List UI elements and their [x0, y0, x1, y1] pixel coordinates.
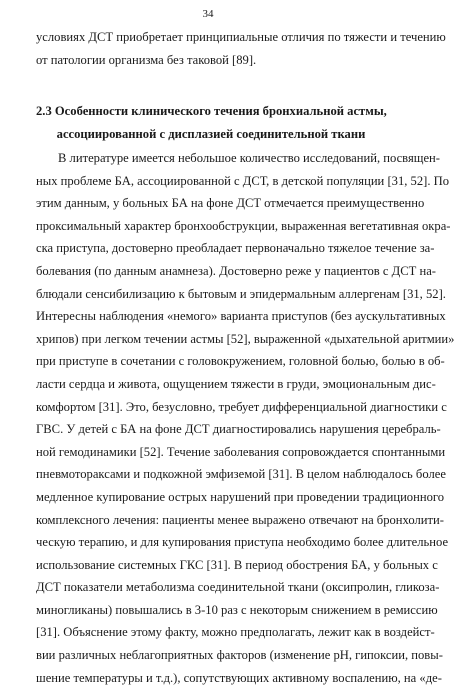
text-line: проксимальный характер бронхообструкции, выраженная вегетативная окра-: [36, 218, 451, 233]
text-line: Интересны наблюдения «немого» варианта приступов (без аускультативных: [36, 309, 446, 324]
text-line: ной гемодинамики [52]. Течение заболевания сопровождается спонтанными: [36, 444, 446, 459]
text-line: ласти сердца и живота, ощущением тяжести в груди, эмоциональным дис-: [36, 376, 436, 391]
body-paragraph: [36, 147, 454, 689]
section-heading-line: ассоциированной с дисплазией соединительной ткани: [56, 127, 366, 141]
text-line: болевания (по данным анамнеза). Достоверно реже у пациентов с ДСТ на-: [36, 263, 436, 278]
text-line: [31]. Объяснение этому факту, можно предполагать, лежит как в воздейст-: [36, 625, 435, 640]
text-line: комфортом [31]. Это, безусловно, требует дифференциальной диагностики с: [36, 399, 447, 414]
text-line: при приступе в сочетании с головокружением, головной болью, болью в об-: [36, 354, 445, 369]
text-line: ДСТ показатели метаболизма соединительной ткани (оксипролин, гликоза-: [36, 580, 440, 595]
text-line: В литературе имеется небольшое количество исследований, посвящен-: [58, 151, 440, 165]
text-line: шение температуры и т.д.), сопутствующих активному воспалению, на «де-: [36, 670, 442, 685]
text-line: условиях ДСТ приобретает принципиальные отличия по тяжести и течению: [36, 30, 446, 44]
text-line: ГВС. У детей с БА на фоне ДСТ диагностировались нарушения церебраль-: [36, 422, 441, 437]
page-number: 34: [202, 8, 214, 20]
text-line: пневмотораксами и подкожной эмфиземой [31]. В целом наблюдалось более: [36, 467, 446, 482]
text-line: ческую терапию, и для купирования приступа необходимо более длительное: [36, 535, 449, 550]
text-line: блюдали сенсибилизацию к бытовым и эпидермальным аллергенам [31, 52].: [36, 286, 446, 301]
text-line: медленное купирование острых нарушений при проведении традиционного: [36, 489, 445, 504]
section-heading-line: 2.3 Особенности клинического течения бронхиальной астмы,: [36, 104, 387, 118]
text-line: ска приступа, достоверно преобладает первоначально тяжелое течение за-: [36, 241, 435, 256]
text-line: хрипов) при легком течении астмы [52], выраженной «дыхательной аритмии»: [36, 331, 454, 346]
text-line: использование системных ГКС [31]. В период обострения БА, у больных с: [36, 557, 438, 572]
text-line: ных проблеме БА, ассоциированной с ДСТ, в детской популяции [31, 52]. По: [36, 173, 450, 188]
text-line: вии различных неблагоприятных факторов (изменение рН, гипоксии, повы-: [36, 648, 443, 663]
text-line: этим данным, у больных БА на фоне ДСТ отмечается преимущественно: [36, 196, 425, 211]
text-line: от патологии организма без таковой [89].: [36, 52, 257, 67]
section-heading: [36, 100, 386, 146]
text-line: миногликаны) повышались в 3-10 раз с некоторым снижением в ремиссию: [36, 602, 438, 617]
intro-paragraph: [36, 26, 446, 71]
text-line: комплексного лечения: пациенты менее выражено отвечают на бронхолити-: [36, 512, 444, 527]
